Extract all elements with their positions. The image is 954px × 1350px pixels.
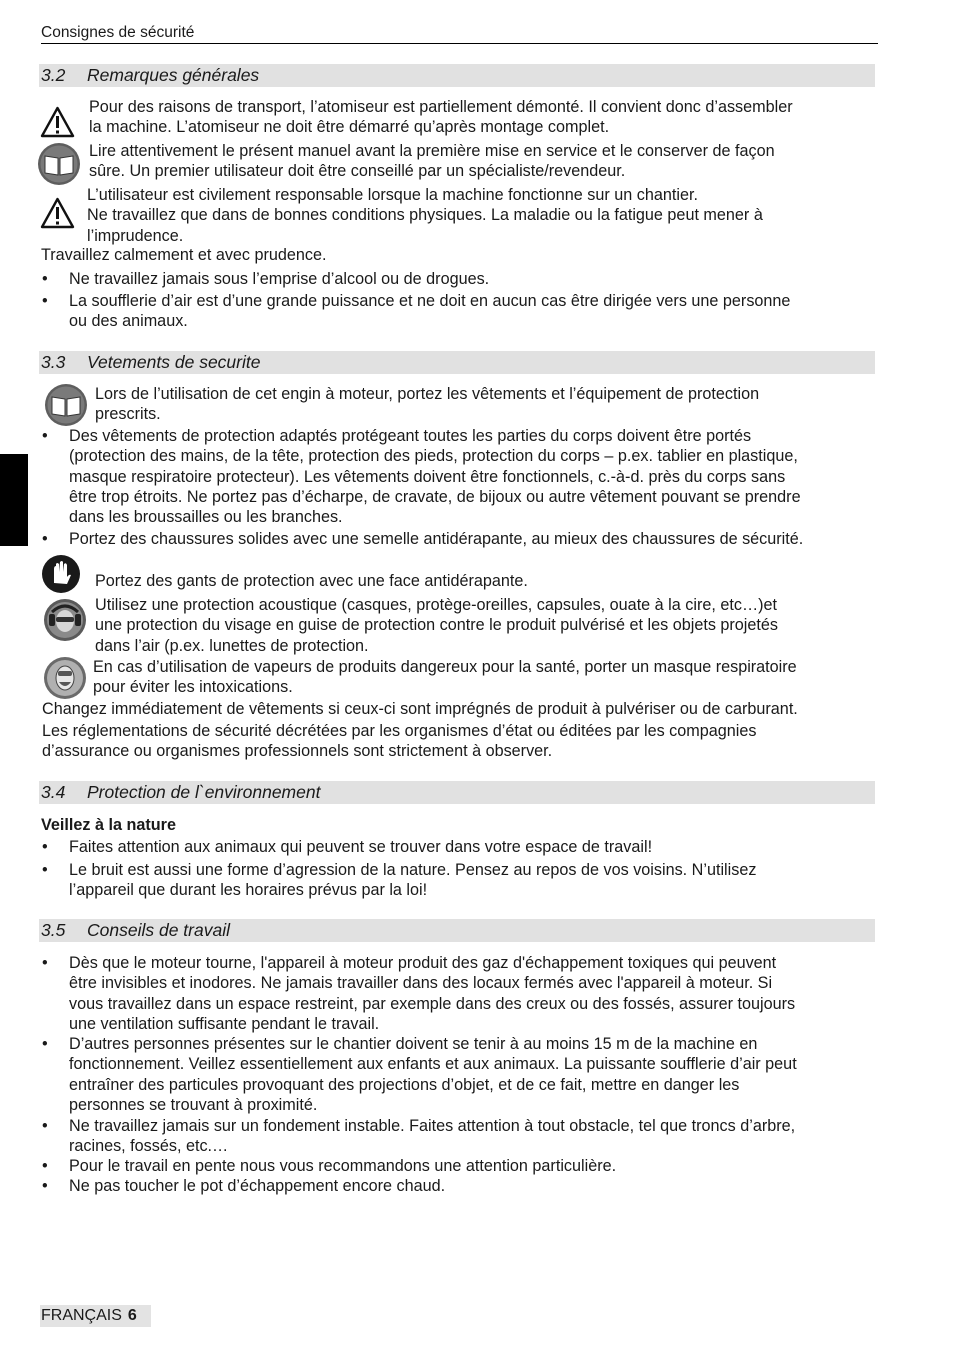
list-item [0,860,954,902]
text-line: l’appareil que durant les horaires prévus par la loi! [69,881,428,900]
text-line: Le bruit est aussi une forme d’agression de la nature. Pensez au repos de vos voisins. N’utilisez [69,861,757,879]
text-line: (protection des mains, de la tête, protection des pieds, protection du corps – p.ex. tablier en plastique, [69,447,798,466]
bullet: • [42,427,48,445]
text-line: d’assurance ou organismes professionnels sont strictement à observer. [42,742,553,761]
text-line: Ne travaillez que dans de bonnes conditions physiques. La maladie ou la fatigue peut mener à [87,206,763,225]
ear-eye-protection-icon [42,598,88,642]
list-item [0,529,954,550]
bullet: • [42,1035,48,1053]
text-line: Ne travaillez jamais sur un fondement instable. Faites attention à tout obstacle, tel que troncs d’arbre, [69,1117,796,1135]
bullet: • [42,1157,48,1175]
text-line: racines, fossés, etc.… [69,1137,229,1156]
text-line: Pour le travail en pente nous vous recommandons une attention particulière. [69,1157,617,1175]
running-header: Consignes de sécurité [41,24,878,44]
text-line: Dès que le moteur tourne, l'appareil à moteur produit des gaz d'échappement toxiques qui peuvent [69,954,777,972]
text-line: dans les broussailles ou les branches. [69,508,343,527]
text-line: Les réglementations de sécurité décrétées par les organismes d’état ou éditées par les compagnies [42,722,757,740]
section-heading-3-5 [39,919,875,942]
section-heading-3-4 [39,781,875,804]
text-line: masque respiratoire protecteur). Les vêtements doivent être fonctionnels, c.-à-d. près du corps sans [69,467,786,486]
section-number: 3.3 [41,352,66,372]
bullet: • [42,1177,48,1195]
paragraph-respirator [93,657,797,698]
text-line: l’imprudence. [87,226,184,245]
text-line: L’utilisateur est civilement responsable lorsque la machine fonctionne sur un chantier. [87,186,698,204]
text-line: Ne travaillez jamais sous l’emprise d’alcool ou de drogues. [69,270,490,288]
manual-book-icon [36,142,82,186]
paragraph-protective-equipment [95,384,759,425]
section-title: Conseils de travail [87,920,230,940]
paragraph-transport [89,97,793,138]
list-item [0,1176,954,1197]
text-line: la machine. L’atomiseur ne doit être démarré qu’après montage complet. [89,118,610,137]
text-line: dans l’air (p.ex. lunettes de protection. [95,636,369,655]
paragraph-gloves: Portez des gants de protection avec une face antidérapante. [95,572,528,590]
section-title: Protection de l`environnement [87,782,321,802]
bullet: • [42,1117,48,1135]
text-line: D’autres personnes présentes sur le chantier doivent se tenir à au moins 15 m de la machine en [69,1035,758,1053]
text-line: Des vêtements de protection adaptés protégeant toutes les parties du corps doivent être portés [69,427,752,445]
page-number: 6 [127,1307,137,1324]
paragraph-calm: Travaillez calmement et avec prudence. [41,246,327,264]
paragraph-change-clothes: Changez immédiatement de vêtements si ceux-ci sont imprégnés de produit à pulvériser ou de carburant. [42,700,798,718]
bullet: • [42,530,48,548]
list-item [0,426,954,528]
text-line: La soufflerie d’air est d’une grande puissance et ne doit en aucun cas être dirigée vers une personne [69,292,791,310]
subheading-text: Veillez à la nature [41,816,176,834]
text-line: prescrits. [95,405,161,424]
section-title: Vetements de securite [87,352,261,372]
text-line: personnes se trouvant à proximité. [69,1095,318,1114]
text-line: Portez des chaussures solides avec une semelle antidérapante, au mieux des chaussures de sécurité. [69,530,804,548]
bullet: • [42,292,48,310]
section-heading-3-3 [39,351,875,374]
footer-language: FRANÇAIS [41,1307,122,1324]
paragraph-responsibility [87,185,763,246]
text-line: une ventilation suffisante pendant le travail. [69,1014,380,1033]
text-line: En cas d’utilisation de vapeurs de produits dangereux pour la santé, porter un masque respiratoire [93,658,797,676]
text-line: ou des animaux. [69,312,188,331]
text-line: entraîner des particules provoquant des projections d’objet, et de ce fait, mettre en danger les [69,1075,740,1094]
bullet: • [42,270,48,288]
respirator-mask-icon [42,656,88,700]
section-title: Remarques générales [87,65,260,85]
list-item [0,837,954,858]
text-line: pour éviter les intoxications. [93,678,293,697]
bullet: • [42,838,48,856]
text-line: Faites attention aux animaux qui peuvent se trouver dans votre espace de travail! [69,838,653,856]
text-line: Pour des raisons de transport, l’atomiseur est partiellement démonté. Il convient donc d’assembler [89,98,793,116]
text-line: être trop étroits. Ne portez pas d’écharpe, de cravate, de bijoux ou autre vêtement pouvant se prendre [69,487,801,506]
section-number: 3.4 [41,782,66,802]
page-footer [40,1305,151,1327]
bullet: • [42,954,48,972]
list-item [0,953,954,1035]
list-item [0,1116,954,1158]
gloves-icon [42,553,80,595]
bullet: • [42,861,48,879]
text-line: vous travaillez dans un espace restreint, par exemple dans des creux ou des fossés, assurer toujours [69,994,796,1013]
text-line: sûre. Un premier utilisateur doit être conseillé par un spécialiste/revendeur. [89,162,626,181]
paragraph-acoustic-face-protection [95,595,778,656]
text-line: être invisibles et inodores. Ne jamais travailler dans des locaux fermés avec l'appareil à moteur. Si [69,974,773,993]
section-number: 3.2 [41,65,66,85]
text-line: une protection du visage en guise de protection contre le produit pulvérisé et les objets projetés [95,616,778,635]
subheading-nature [41,815,176,835]
list-item [0,1156,954,1177]
text-line: Ne pas toucher le pot d’échappement encore chaud. [69,1177,446,1195]
list-item [0,291,954,333]
warning-icon [40,106,75,138]
warning-icon [40,197,75,229]
paragraph-regulations [42,721,756,762]
text-line: Lire attentivement le présent manuel avant la première mise en service et le conserver de façon [89,142,775,160]
section-number: 3.5 [41,920,66,940]
paragraph-manual [89,141,775,182]
list-item [0,1034,954,1116]
section-heading-3-2 [39,64,875,87]
list-item [0,269,954,290]
text-line: fonctionnement. Veillez essentiellement aux enfants et aux animaux. La puissante soufflerie d’air peut [69,1055,797,1074]
text-line: Utilisez une protection acoustique (casques, protège-oreilles, capsules, ouate à la cire, etc…)et [95,596,778,614]
manual-book-icon [43,383,89,427]
text-line: Lors de l’utilisation de cet engin à moteur, portez les vêtements et l’équipement de protection [95,385,760,403]
